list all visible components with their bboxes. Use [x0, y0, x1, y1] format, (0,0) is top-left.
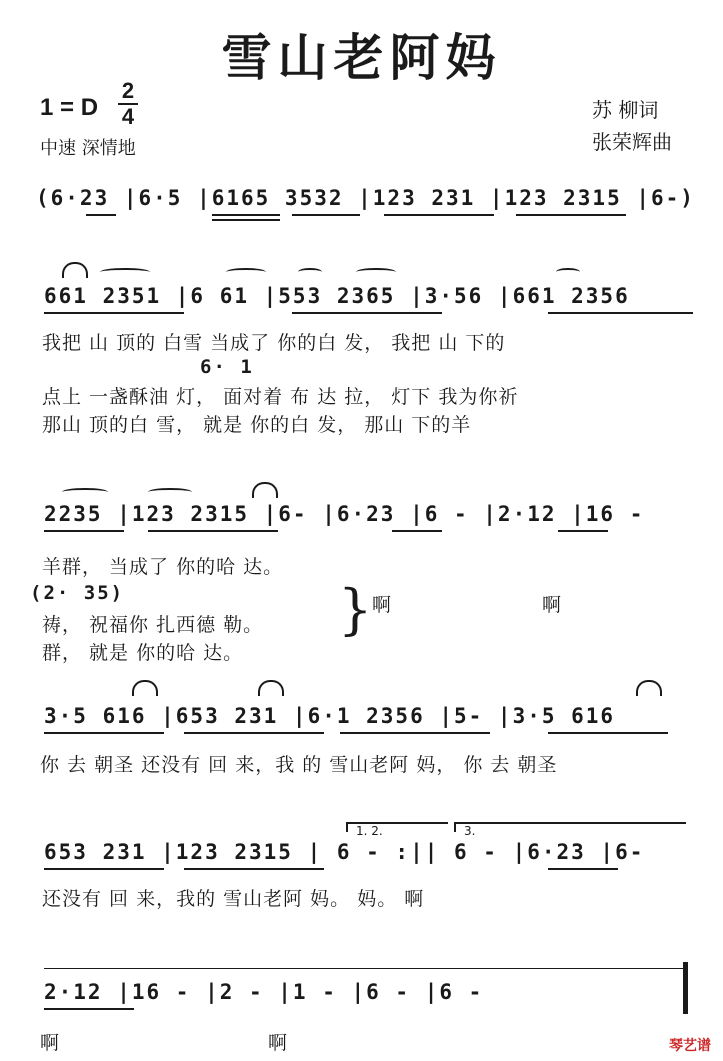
- row6-lyric-1: 啊: [40, 1032, 61, 1054]
- site-watermark: 琴艺谱: [669, 1038, 711, 1054]
- lyricist-credit: 苏 柳词: [592, 98, 659, 122]
- song-title: 雪山老阿妈: [221, 28, 502, 87]
- first-ending-label: 1. 2.: [356, 824, 383, 838]
- row3-interjection-2: 啊: [542, 594, 563, 616]
- row1-notes: (6·23 |6·5 |6165 3532 |123 231 |123 2315 |6-): [36, 186, 695, 210]
- row3-interjection-1: 啊: [372, 594, 393, 616]
- row2-lyric-verse1: 我把 山 顶的 白雪 当成了 你的白 发， 我把 山 下的: [42, 332, 506, 354]
- tempo-marking: 中速 深情地: [40, 138, 136, 159]
- row2-lyric-verse2: 点上 一盏酥油 灯， 面对着 布 达 拉， 灯下 我为你祈: [42, 386, 519, 408]
- row3-lyric-verse3: 群， 就是 你的哈 达。: [42, 642, 244, 664]
- composer-credit: 张荣辉曲: [592, 130, 672, 154]
- time-signature: [118, 80, 138, 128]
- row4-lyric: 你 去 朝圣 还没有 回 来，我 的 雪山老阿 妈， 你 去 朝圣: [40, 754, 558, 776]
- row6-notes: 2·12 |16 - |2 - |1 - |6 - |6 -: [44, 980, 484, 1004]
- verse-brace: }: [338, 578, 373, 641]
- row4-notes: 3·5 616 |653 231 |6·1 2356 |5- |3·5 616: [44, 704, 616, 728]
- third-ending-label: 3.: [464, 824, 476, 838]
- row3-alt-notes: (2· 35): [30, 582, 125, 604]
- row2-alt-notes: 6· 1: [200, 356, 254, 378]
- row5-lyric: 还没有 回 来，我的 雪山老阿 妈。 妈。 啊: [42, 888, 425, 910]
- row3-lyric-verse2: 祷， 祝福你 扎西德 勒。: [42, 614, 264, 636]
- row2-notes: 661 2351 |6 61 |553 2365 |3·56 |661 2356: [44, 284, 630, 308]
- row5-notes: 653 231 |123 2315 | 6 - :|| 6 - |6·23 |6-: [44, 840, 645, 864]
- key-signature: 1 = D: [40, 94, 99, 121]
- row2-lyric-verse3: 那山 顶的白 雪， 就是 你的白 发， 那山 下的羊: [42, 414, 472, 436]
- meter-bottom: 4: [121, 104, 135, 129]
- meter-top: 2: [121, 78, 135, 103]
- row6-lyric-2: 啊: [268, 1032, 289, 1054]
- row3-lyric-verse1: 羊群， 当成了 你的哈 达。: [42, 556, 284, 578]
- row3-notes: 2235 |123 2315 |6- |6·23 |6 - |2·12 |16 -: [44, 502, 645, 526]
